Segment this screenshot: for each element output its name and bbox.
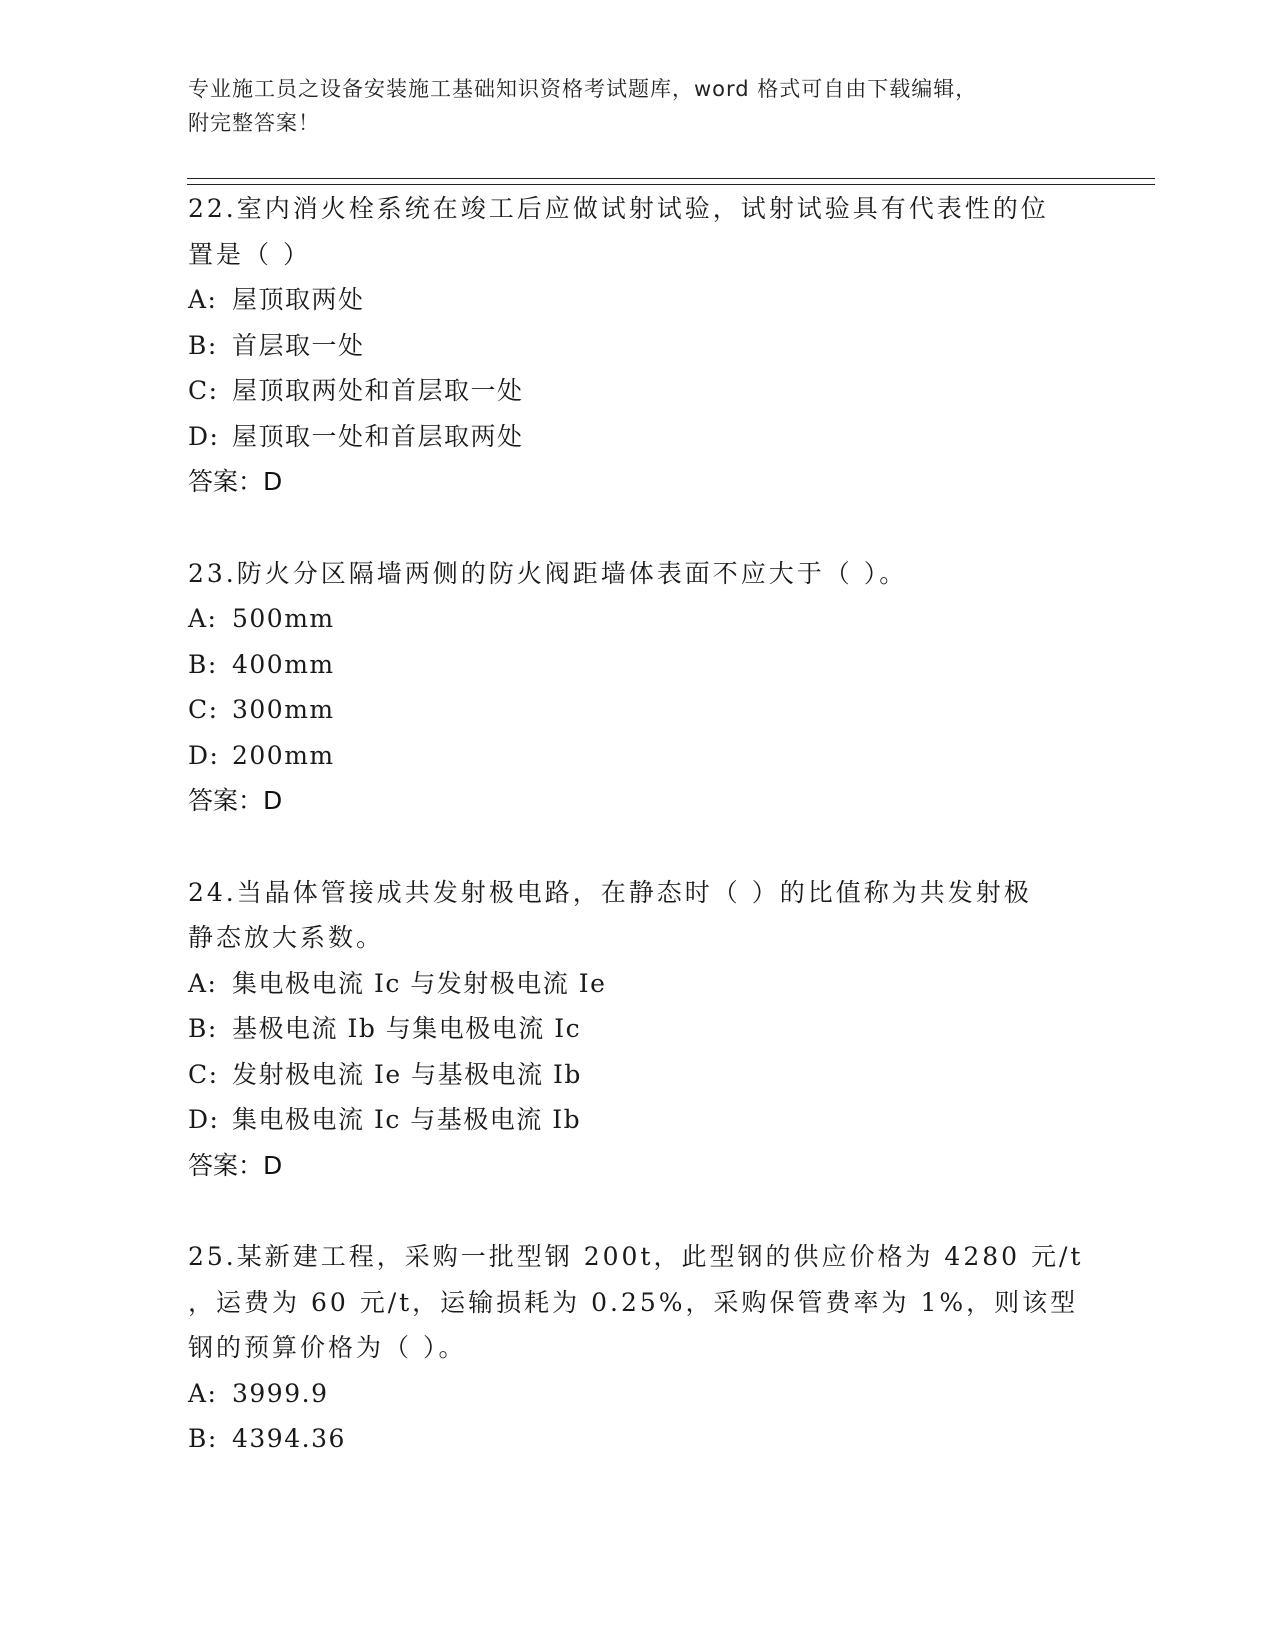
option-text: 200mm	[232, 740, 335, 770]
option-key: D:	[188, 740, 220, 770]
question-stem-line: 25.某新建工程，采购一批型钢 200t，此型钢的供应价格为 4280 元/t	[188, 1242, 1084, 1271]
answer-option	[188, 1097, 1088, 1143]
header-line-2: 附完整答案！	[188, 111, 320, 135]
answer-option	[188, 596, 1088, 642]
answer-option	[188, 733, 1088, 779]
option-text: 屋顶取两处	[232, 285, 365, 314]
option-key: C:	[188, 1059, 219, 1089]
option-key: D:	[188, 421, 220, 451]
option-key: B:	[188, 1424, 218, 1453]
option-text: 集电极电流 Ic 与基极电流 Ib	[232, 1105, 582, 1134]
answer-option	[188, 1416, 1088, 1462]
question-spacer	[188, 1188, 1088, 1234]
option-text: 首层取一处	[232, 330, 365, 360]
answer-option	[188, 323, 1088, 369]
option-key: A:	[188, 1378, 218, 1408]
answer-option	[188, 368, 1088, 414]
answer-option	[188, 642, 1088, 688]
answer-line: 答案：D	[188, 1150, 283, 1180]
question-stem-line: 23.防火分区隔墙两侧的防火阀距墙体表面不应大于（ ）。	[188, 558, 908, 588]
option-text: 屋顶取两处和首层取一处	[232, 376, 524, 405]
question-spacer	[188, 824, 1088, 870]
answer-option	[188, 414, 1088, 460]
answer-option	[188, 1006, 1088, 1052]
option-text: 屋顶取一处和首层取两处	[232, 421, 524, 451]
option-key: D:	[188, 1105, 220, 1134]
option-text: 3999.9	[232, 1378, 329, 1408]
option-key: C:	[188, 695, 219, 724]
header-divider-top	[187, 178, 1155, 179]
option-key: A:	[188, 285, 218, 314]
option-key: C:	[188, 376, 219, 405]
question-block	[188, 870, 1088, 1235]
option-text: 4394.36	[232, 1424, 346, 1453]
question-block	[188, 186, 1088, 551]
question-list	[188, 186, 1088, 1462]
header-line-1: 专业施工员之设备安装施工基础知识资格考试题库，word 格式可自由下载编辑，	[188, 77, 978, 101]
question-block	[188, 551, 1088, 870]
option-key: B:	[188, 1014, 218, 1043]
answer-line: 答案：D	[188, 467, 283, 496]
option-text: 400mm	[232, 649, 335, 679]
answer-option	[188, 961, 1088, 1007]
question-stem-line: 置是（ ）	[188, 239, 311, 269]
question-stem-line: 钢的预算价格为（ ）。	[188, 1333, 467, 1362]
question-spacer	[188, 505, 1088, 551]
question-stem-line: 静态放大系数。	[188, 923, 385, 952]
option-key: A:	[188, 604, 218, 633]
answer-line: 答案：D	[188, 786, 283, 815]
option-text: 发射极电流 Ie 与基极电流 Ib	[232, 1059, 582, 1089]
header-divider-bottom	[187, 184, 1155, 185]
option-text: 300mm	[232, 695, 335, 724]
option-text: 500mm	[232, 604, 335, 633]
question-stem-line: 22.室内消火栓系统在竣工后应做试射试验，试射试验具有代表性的位	[188, 194, 1049, 223]
option-text: 基极电流 Ib 与集电极电流 Ic	[232, 1014, 582, 1043]
answer-option	[188, 687, 1088, 733]
answer-option	[188, 1371, 1088, 1417]
option-key: B:	[188, 649, 218, 679]
question-stem-line: 24.当晶体管接成共发射极电路，在静态时（ ）的比值称为共发射极	[188, 877, 1032, 907]
question-stem-line: ，运费为 60 元/t，运输损耗为 0.25%，采购保管费率为 1%，则该型	[188, 1287, 1079, 1317]
option-key: B:	[188, 330, 218, 360]
option-key: A:	[188, 968, 218, 998]
question-block	[188, 1234, 1088, 1462]
answer-option	[188, 277, 1088, 323]
document-header	[188, 72, 1068, 140]
option-text: 集电极电流 Ic 与发射极电流 Ie	[232, 968, 607, 998]
answer-option	[188, 1052, 1088, 1098]
